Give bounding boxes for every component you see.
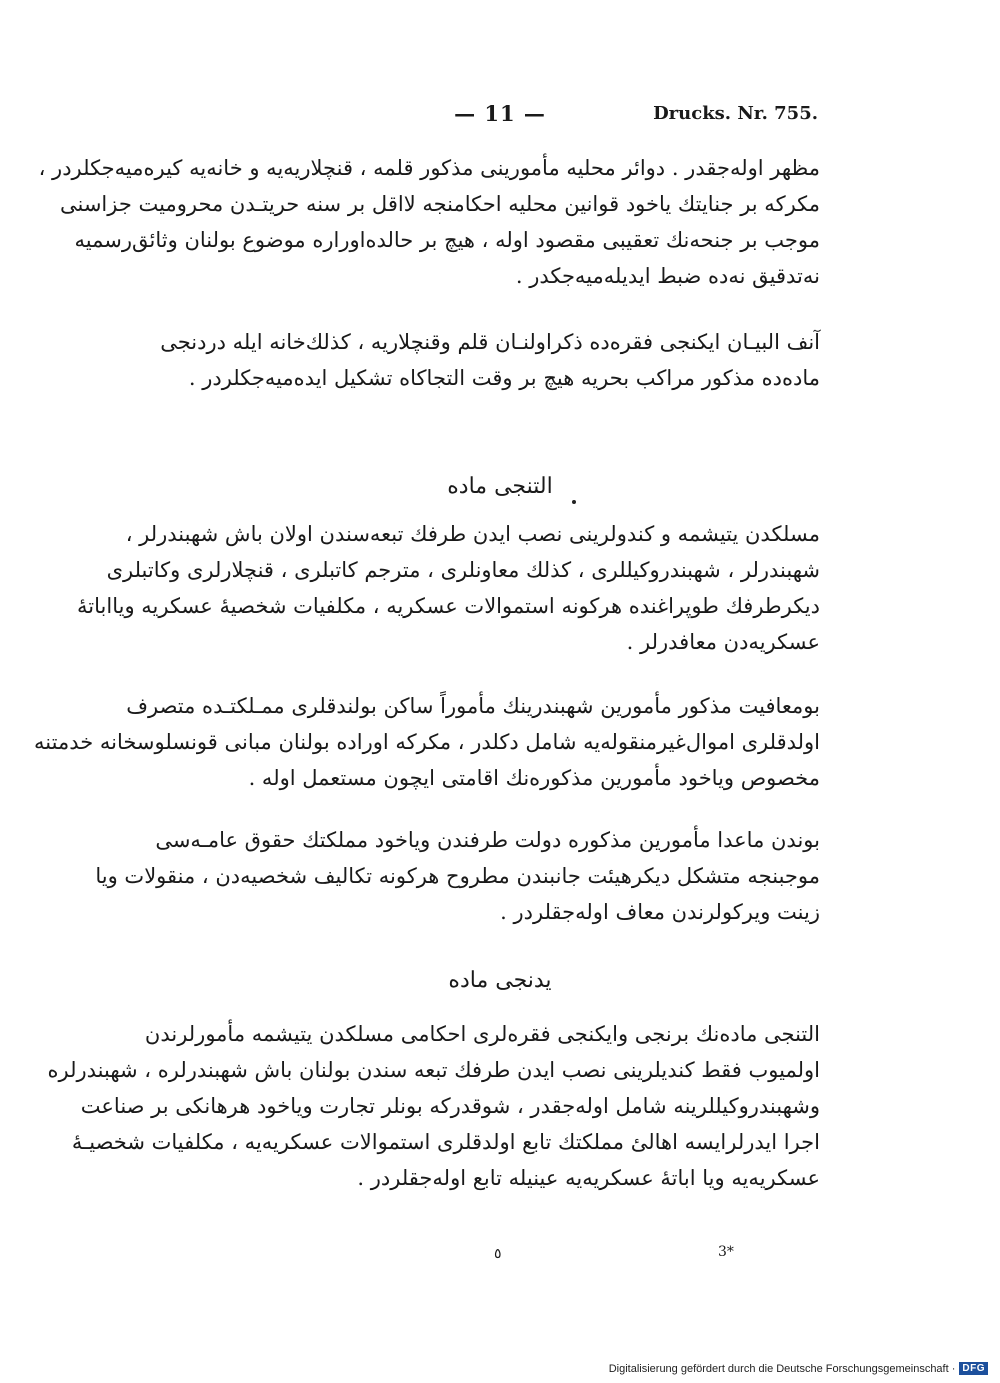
- ink-dot: [572, 500, 576, 504]
- document-reference: Drucks. Nr. 755.: [653, 103, 818, 124]
- digitization-footer: [609, 1362, 988, 1375]
- article-heading-6: التنجی ماده: [447, 474, 553, 499]
- text-line: شهبندرلر ، شهبندروکیللری ، کذلك معاونلری ، مترجم کاتبلری ، قنچلارلری وکاتبلری: [106, 558, 820, 582]
- sheet-marker: 3*: [718, 1244, 734, 1260]
- paragraph-1: [38, 150, 820, 294]
- text-line: موجب بر جنحه‌نك تعقیبی مقصود اوله ، هیچ بر حالده‌اوراره موضوع بولنان وثائق‌رسمیه: [74, 228, 820, 252]
- text-line: التنجی ماده‌نك برنجی وایکنجی فقره‌لری احکامی مسلکدن یتیشمه مأمورلرندن: [144, 1022, 820, 1046]
- dfg-logo-icon: DFG: [959, 1362, 988, 1375]
- paragraph-3: [77, 516, 820, 660]
- text-line: آنف البیـان ایکنجی فقره‌ده ذکراولنـان قلم وقنچلاریه ، کذلك‌خانه ایله دردنجی: [160, 330, 820, 354]
- page-number: — 11 —: [454, 101, 546, 126]
- paragraph-5: [95, 822, 820, 930]
- article-heading-7: یدنجی ماده: [448, 968, 552, 993]
- text-line: مسلکدن یتیشمه و کندولرینی نصب ایدن طرفك تبعه‌سندن اولان باش شهبندرلر ،: [125, 522, 820, 546]
- footer-credit-text: Digitalisierung gefördert durch die Deutsche Forschungsgemeinschaft ·: [608, 1362, 956, 1375]
- printer-signature-mark: ٥: [494, 1246, 502, 1262]
- text-line: مظهر اوله‌جقدر . دوائر محلیه مأمورینی مذکور قلمه ، قنچلاریه‌یه و خانه‌یه کیره‌میه‌جکلردر ،: [38, 156, 820, 180]
- text-line: عسکریه‌دن معافدرلر .: [626, 630, 820, 654]
- text-line: بوندن ماعدا مأمورین مذکوره دولت طرفندن ویاخود مملکتك حقوق عامـه‌سی: [155, 828, 820, 852]
- paragraph-2: [160, 324, 820, 396]
- text-line: عسکریه‌یه ویا اباتهٔ عسکریه‌یه عینیله تابع اوله‌جقلردر .: [357, 1166, 820, 1190]
- text-line: نه‌تدقیق نه‌ده ضبط ایدیله‌میه‌جکدر .: [515, 264, 820, 288]
- text-line: موجبنجه متشکل دیکرهیئت جانبندن مطروح هرکونه تکالیف شخصیه‌دن ، منقولات ویا: [95, 864, 820, 888]
- text-line: ماده‌ده مذکور مراکب بحریه هیچ بر وقت التجاکاه تشکیل ایده‌میه‌جکلردر .: [188, 366, 820, 390]
- text-line: اجرا ایدرلرایسه اهالئ مملکتك تابع اولدقلری استموالات عسکریه‌یه ، مکلفیات شخصیـهٔ: [71, 1130, 820, 1154]
- text-line: اولدقلری اموال‌غیرمنقوله‌یه شامل دکلدر ، مکرکه اوراده بولنان مبانی قونسلوسخانه خدمتنه: [34, 730, 820, 754]
- text-line: دیکرطرفك طوپراغنده هرکونه استموالات عسکریه ، مکلفیات شخصیهٔ عسکریه ویااباتهٔ: [77, 594, 820, 618]
- text-line: اولمیوب فقط کندیلرینی نصب ایدن طرفك تبعه سندن بولنان باش شهبندرلره ، شهبندرلره: [47, 1058, 820, 1082]
- text-line: مکرکه بر جنایتك یاخود قوانین محلیه احکامنجه لااقل بر سنه حریتـدن محرومیت جزاسنی: [60, 192, 820, 216]
- paragraph-6: [47, 1016, 820, 1196]
- text-line: زینت ویرکولرندن معاف اوله‌جقلردر .: [500, 900, 820, 924]
- text-line: بومعافیت مذکور مأمورین شهبندرینك مأموراً ساکن بولندقلری ممـلکتـده متصرف: [126, 694, 820, 718]
- text-line: مخصوص ویاخود مأمورین مذکوره‌نك اقامتی ایچون مستعمل اوله .: [248, 766, 820, 790]
- text-line: وشهبندروکیللرینه شامل اوله‌جقدر ، شوقدرکه بونلر تجارت ویاخود هرهانکی بر صناعت: [80, 1094, 820, 1118]
- paragraph-4: [34, 688, 820, 796]
